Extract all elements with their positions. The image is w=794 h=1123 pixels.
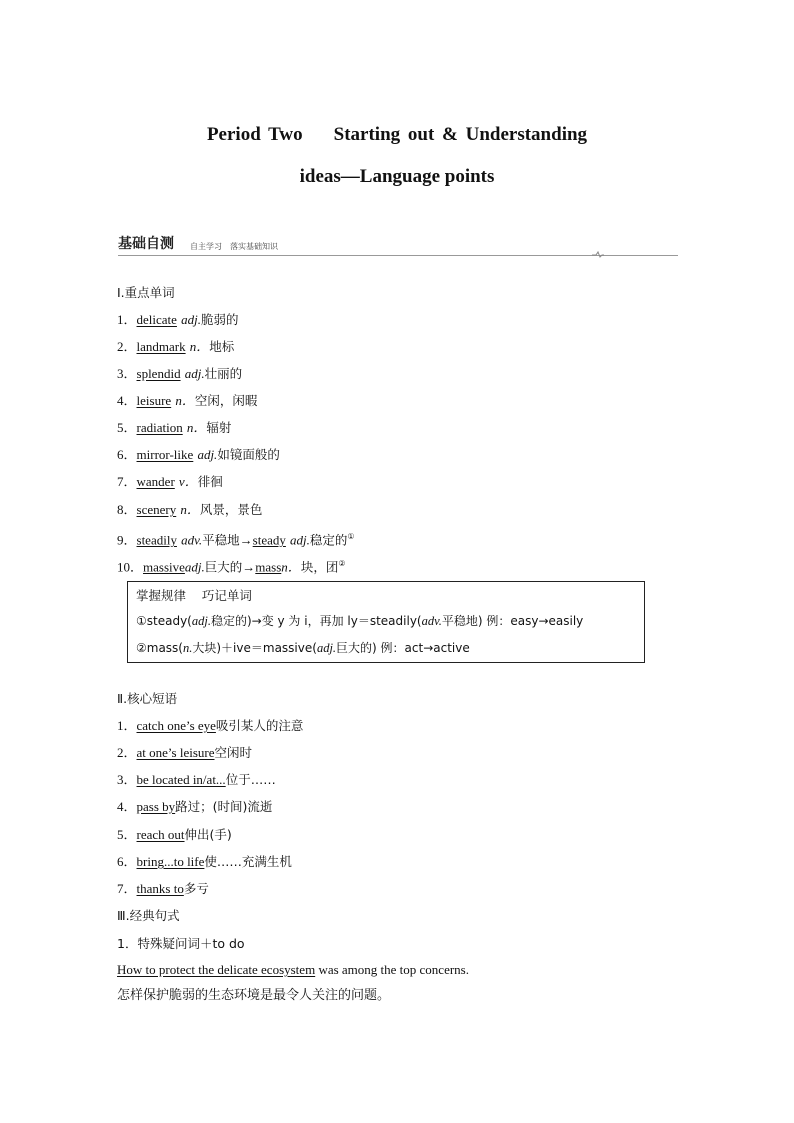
phrase-meaning: 多亏 [183,881,209,896]
vocab-word: landmark [136,339,186,354]
vocab-word: steadily [136,532,177,548]
phrase-item [117,744,252,763]
phrase-number: 3． [117,772,137,787]
vocab-number: 3． [117,366,137,381]
vocab-number: 4． [117,393,137,408]
phrase-number: 1． [117,718,137,733]
vocab-pos: adj. [184,366,205,381]
page-title-line2: ideas—Language points [299,166,495,187]
vocab-item [117,501,262,520]
vocab-item [117,419,231,438]
phrase-meaning: 位于…… [225,772,276,787]
vocab-meaning: 空闲，闲暇 [194,393,258,408]
phrase-item [117,853,292,872]
vocab-item [117,311,238,330]
vocab-pos: adj. [181,312,201,327]
page-title-line1: Period Two Starting out & Understanding [206,124,588,145]
phrase-number: 6． [117,854,137,869]
vocab-meaning: 辐射 [206,420,232,435]
vocab-word: mirror-like [136,447,194,462]
phrase-item [117,798,272,817]
vocab-item [117,473,223,492]
phrase-text: reach out [136,827,185,842]
phrase-item [117,826,232,845]
vocab-item [117,392,257,411]
phrase-text: thanks to [136,881,184,896]
vocab-word: delicate [136,312,177,327]
phrase-item [117,880,209,899]
footnote-mark: ① [347,532,355,541]
vocab-word: massive [143,559,185,575]
vocab-number: 6． [117,447,137,462]
phrase-meaning: 使……充满生机 [204,854,292,869]
vocab-item-10: 10．massiveadj.巨大的→massn．块，团② [117,559,346,575]
phrase-item [117,771,276,790]
section-header [118,233,678,257]
section-header-title: 基础自测 [118,236,174,252]
phrase-number: 2． [117,745,137,760]
phrase-number: 4． [117,799,137,814]
vocab-number: 5． [117,420,137,435]
vocab-number: 1． [117,312,137,327]
vocab-pos: n． [189,339,210,354]
vocab-number: 8． [117,502,137,517]
vocab-heading: Ⅰ.重点单词 [117,285,175,300]
vocab-word: mass [255,559,282,575]
vocab-word: wander [136,474,175,489]
example-sentence: How to protect the delicate ecosystem was among the top concerns. [117,962,469,977]
vocab-pos: n． [186,420,207,435]
phrase-meaning: 空闲时 [214,745,253,760]
section-header-subtitle: 自主学习 落实基础知识 [190,242,278,251]
divider-notch-icon [592,250,604,258]
phrase-text: bring...to life [136,854,205,869]
vocab-meaning: 脆弱的 [200,312,239,327]
phrase-meaning: 路过；(时间)流逝 [175,799,273,814]
vocab-meaning: 如镜面般的 [217,447,280,462]
vocab-word: steady [252,532,286,548]
example-translation: 怎样保护脆弱的生态环境是最令人关注的问题。 [117,988,391,1003]
vocab-item-9: 9．steadily adv.平稳地→steady adj.稳定的① [117,532,355,548]
memory-tip-box [127,581,645,663]
vocab-word: splendid [136,366,181,381]
vocab-meaning: 徘徊 [197,474,223,489]
sentence-pattern-1: 1．特殊疑问词＋to do [117,936,245,951]
vocab-word: radiation [136,420,183,435]
vocab-word: leisure [136,393,172,408]
phrase-text: pass by [136,799,176,814]
vocab-pos: n． [180,502,200,517]
memory-tip-line-1: ①steady(adj.稳定的)→变 y 为 i，再加 ly＝steadily(adv.平稳地) 例：easy→easily [136,614,584,628]
vocab-pos: v． [178,474,198,489]
vocab-pos: n． [175,393,195,408]
vocab-meaning: 风景，景色 [199,502,263,517]
vocab-item [117,365,242,384]
vocab-word: scenery [136,502,177,517]
vocab-meaning: 壮丽的 [204,366,243,381]
phrase-text: catch one’s eye [136,718,216,733]
phrase-meaning: 吸引某人的注意 [215,718,304,733]
vocab-item [117,338,234,357]
phrase-item [117,717,303,736]
phrase-number: 7． [117,881,137,896]
vocab-item [117,446,280,465]
vocab-number: 7． [117,474,137,489]
phrase-text: at one’s leisure [136,745,215,760]
footnote-mark: ② [338,559,346,568]
sentences-heading: Ⅲ.经典句式 [117,908,180,923]
phrases-heading: Ⅱ.核心短语 [117,691,178,706]
memory-tip-heading: 掌握规律 巧记单词 [136,588,252,603]
vocab-number: 2． [117,339,137,354]
memory-tip-line-2: ②mass(n.大块)＋ive＝massive(adj.巨大的) 例：act→active [136,641,470,655]
vocab-meaning: 地标 [209,339,235,354]
phrase-number: 5． [117,827,137,842]
vocab-pos: adj. [197,447,218,462]
phrase-meaning: 伸出(手) [184,827,232,842]
phrase-text: be located in/at... [136,772,226,787]
